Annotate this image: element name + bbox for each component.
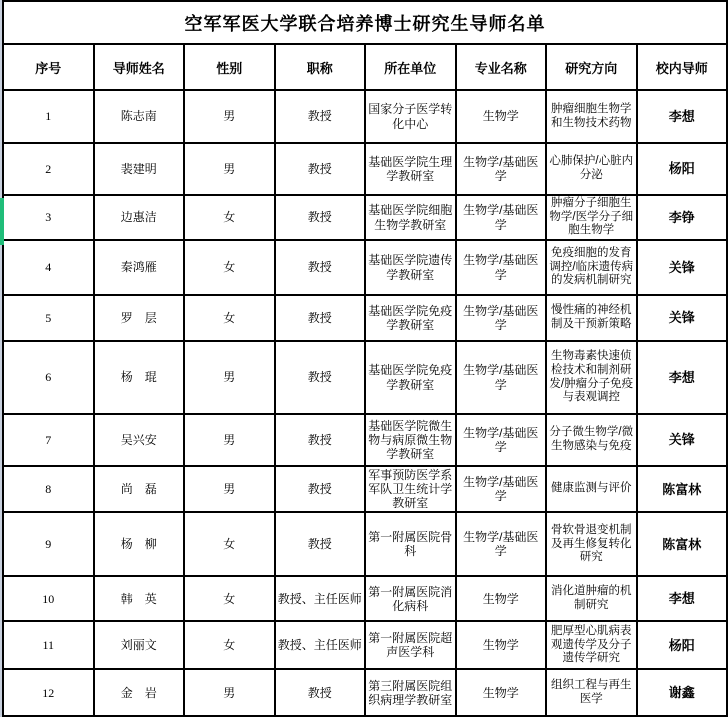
table-row (3, 669, 727, 716)
cell-major[interactable]: 生物学/基础医学 (456, 240, 547, 295)
cell-major[interactable]: 生物学/基础医学 (456, 414, 547, 466)
table-row (3, 90, 727, 143)
cell-gender[interactable]: 男 (184, 341, 275, 414)
cell-gender[interactable]: 男 (184, 414, 275, 466)
cell-title[interactable]: 教授 (275, 90, 366, 143)
cell-seq[interactable]: 2 (3, 143, 94, 195)
table-row (3, 466, 727, 512)
cell-seq[interactable]: 3 (3, 195, 94, 240)
cell-seq[interactable]: 4 (3, 240, 94, 295)
cell-seq[interactable]: 11 (3, 621, 94, 669)
cell-gender[interactable]: 男 (184, 90, 275, 143)
column-header-gender[interactable]: 性别 (184, 44, 275, 90)
cell-gender[interactable]: 男 (184, 466, 275, 512)
cell-title[interactable]: 教授 (275, 341, 366, 414)
cell-major[interactable]: 生物学/基础医学 (456, 143, 547, 195)
cell-advisor[interactable]: 李铮 (637, 195, 728, 240)
cell-title[interactable]: 教授 (275, 143, 366, 195)
column-header-seq[interactable]: 序号 (3, 44, 94, 90)
cell-seq[interactable]: 10 (3, 576, 94, 621)
table-row (3, 621, 727, 669)
cell-title[interactable]: 教授、主任医师 (275, 576, 366, 621)
cell-gender[interactable]: 女 (184, 576, 275, 621)
cell-unit[interactable]: 军事预防医学系军队卫生统计学教研室 (365, 466, 456, 512)
cell-unit[interactable]: 基础医学院细胞生物学教研室 (365, 195, 456, 240)
cell-direction[interactable]: 生物毒素快速侦检技术和制剂研发/肿瘤分子免疫与表观调控 (546, 341, 637, 414)
cell-unit[interactable]: 基础医学院遗传学教研室 (365, 240, 456, 295)
cell-seq[interactable]: 5 (3, 295, 94, 341)
cell-major[interactable]: 生物学/基础医学 (456, 466, 547, 512)
cell-direction[interactable]: 分子微生物学/微生物感染与免疫 (546, 414, 637, 466)
cell-advisor[interactable]: 陈富林 (637, 512, 728, 576)
cell-direction[interactable]: 免疫细胞的发育调控/临床遗传病的发病机制研究 (546, 240, 637, 295)
cell-title[interactable]: 教授、主任医师 (275, 621, 366, 669)
cell-seq[interactable]: 7 (3, 414, 94, 466)
cell-name[interactable]: 刘丽文 (94, 621, 185, 669)
cell-unit[interactable]: 基础医学院生理学教研室 (365, 143, 456, 195)
table-row (3, 240, 727, 295)
cell-name[interactable]: 陈志南 (94, 90, 185, 143)
cell-unit[interactable]: 基础医学院微生物与病原微生物学教研室 (365, 414, 456, 466)
cell-seq[interactable]: 12 (3, 669, 94, 716)
cell-gender[interactable]: 女 (184, 195, 275, 240)
cell-direction[interactable]: 骨软骨退变机制及再生修复转化研究 (546, 512, 637, 576)
cell-direction[interactable]: 健康监测与评价 (546, 466, 637, 512)
table-row (3, 576, 727, 621)
cell-advisor[interactable]: 李想 (637, 341, 728, 414)
cell-direction[interactable]: 肿瘤分子细胞生物学/医学分子细胞生物学 (546, 195, 637, 240)
column-header-major[interactable]: 专业名称 (456, 44, 547, 90)
table-row (3, 341, 727, 414)
cell-gender[interactable]: 男 (184, 669, 275, 716)
cell-seq[interactable]: 9 (3, 512, 94, 576)
cell-unit[interactable]: 第一附属医院消化病科 (365, 576, 456, 621)
cell-gender[interactable]: 女 (184, 512, 275, 576)
cell-name[interactable]: 尚 磊 (94, 466, 185, 512)
cell-direction[interactable]: 肥厚型心肌病表观遗传学及分子遗传学研究 (546, 621, 637, 669)
supervisor-table (2, 0, 728, 717)
cell-major[interactable]: 生物学/基础医学 (456, 341, 547, 414)
cell-advisor[interactable]: 陈富林 (637, 466, 728, 512)
page-title[interactable]: 空军军医大学联合培养博士研究生导师名单 (3, 1, 727, 44)
column-header-name[interactable]: 导师姓名 (94, 44, 185, 90)
row-selection-indicator (0, 198, 4, 245)
table-row (3, 414, 727, 466)
header-row (3, 44, 727, 90)
cell-advisor[interactable]: 谢鑫 (637, 669, 728, 716)
cell-unit[interactable]: 国家分子医学转化中心 (365, 90, 456, 143)
cell-advisor[interactable]: 关锋 (637, 414, 728, 466)
cell-direction[interactable]: 心肺保护/心脏内分泌 (546, 143, 637, 195)
cell-title[interactable]: 教授 (275, 295, 366, 341)
column-header-title[interactable]: 职称 (275, 44, 366, 90)
cell-gender[interactable]: 女 (184, 240, 275, 295)
cell-name[interactable]: 韩 英 (94, 576, 185, 621)
table-row (3, 143, 727, 195)
cell-gender[interactable]: 女 (184, 295, 275, 341)
cell-advisor[interactable]: 李想 (637, 90, 728, 143)
cell-unit[interactable]: 第三附属医院组织病理学教研室 (365, 669, 456, 716)
cell-advisor[interactable]: 李想 (637, 576, 728, 621)
cell-name[interactable]: 吴兴安 (94, 414, 185, 466)
cell-major[interactable]: 生物学 (456, 669, 547, 716)
cell-direction[interactable]: 肿瘤细胞生物学和生物技术药物 (546, 90, 637, 143)
title-row (3, 1, 727, 44)
cell-major[interactable]: 生物学 (456, 621, 547, 669)
cell-unit[interactable]: 第一附属医院骨科 (365, 512, 456, 576)
cell-unit[interactable]: 基础医学院免疫学教研室 (365, 295, 456, 341)
cell-major[interactable]: 生物学 (456, 576, 547, 621)
cell-name[interactable]: 秦鸿雁 (94, 240, 185, 295)
cell-major[interactable]: 生物学/基础医学 (456, 295, 547, 341)
cell-name[interactable]: 杨 柳 (94, 512, 185, 576)
cell-title[interactable]: 教授 (275, 669, 366, 716)
cell-gender[interactable]: 女 (184, 621, 275, 669)
cell-seq[interactable]: 1 (3, 90, 94, 143)
cell-name[interactable]: 罗 层 (94, 295, 185, 341)
cell-unit[interactable]: 第一附属医院超声医学科 (365, 621, 456, 669)
cell-major[interactable]: 生物学/基础医学 (456, 512, 547, 576)
cell-seq[interactable]: 6 (3, 341, 94, 414)
cell-title[interactable]: 教授 (275, 240, 366, 295)
cell-direction[interactable]: 组织工程与再生医学 (546, 669, 637, 716)
cell-direction[interactable]: 消化道肿瘤的机制研究 (546, 576, 637, 621)
cell-advisor[interactable]: 关锋 (637, 295, 728, 341)
cell-major[interactable]: 生物学 (456, 90, 547, 143)
table-row (3, 295, 727, 341)
cell-major[interactable]: 生物学/基础医学 (456, 195, 547, 240)
cell-title[interactable]: 教授 (275, 466, 366, 512)
cell-title[interactable]: 教授 (275, 512, 366, 576)
table-row (3, 195, 727, 240)
cell-advisor[interactable]: 关锋 (637, 240, 728, 295)
cell-advisor[interactable]: 杨阳 (637, 143, 728, 195)
column-header-advisor[interactable]: 校内导师 (637, 44, 728, 90)
cell-name[interactable]: 边惠洁 (94, 195, 185, 240)
cell-unit[interactable]: 基础医学院免疫学教研室 (365, 341, 456, 414)
column-header-unit[interactable]: 所在单位 (365, 44, 456, 90)
cell-seq[interactable]: 8 (3, 466, 94, 512)
cell-title[interactable]: 教授 (275, 195, 366, 240)
cell-title[interactable]: 教授 (275, 414, 366, 466)
cell-advisor[interactable]: 杨阳 (637, 621, 728, 669)
cell-name[interactable]: 杨 琨 (94, 341, 185, 414)
table-row (3, 512, 727, 576)
table-body (3, 90, 727, 716)
cell-name[interactable]: 裴建明 (94, 143, 185, 195)
cell-direction[interactable]: 慢性痛的神经机制及干预新策略 (546, 295, 637, 341)
column-header-direction[interactable]: 研究方向 (546, 44, 637, 90)
cell-name[interactable]: 金 岩 (94, 669, 185, 716)
cell-gender[interactable]: 男 (184, 143, 275, 195)
